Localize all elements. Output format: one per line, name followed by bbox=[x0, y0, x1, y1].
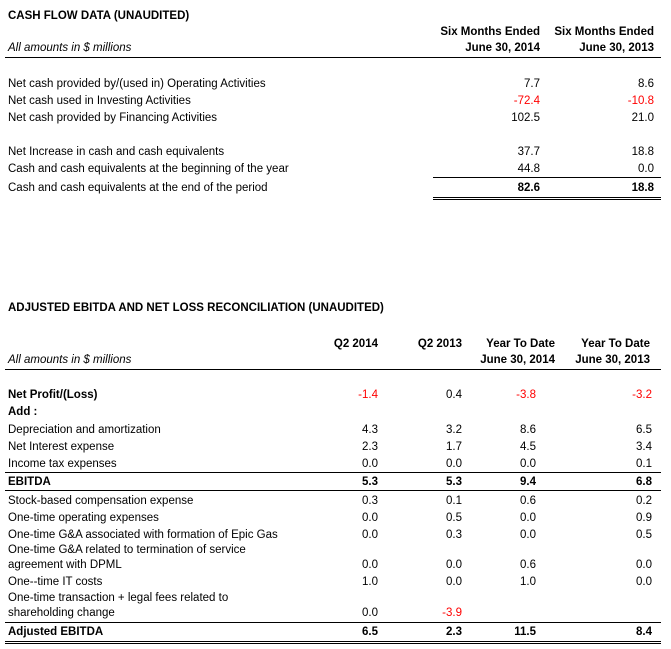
cf-subtotal-rule bbox=[433, 177, 661, 178]
eb-value-q2-2014: 5.3 bbox=[362, 476, 378, 488]
eb-row-label-cont: shareholding change bbox=[8, 607, 115, 619]
cf-row-value-2014: 44.8 bbox=[517, 163, 540, 175]
cf-row-value-2014: 37.7 bbox=[517, 146, 540, 158]
eb-value-ytd-2014: 0.6 bbox=[520, 495, 536, 507]
eb-value-ytd-2014: 0.6 bbox=[520, 559, 536, 571]
eb-value-q2-2014: 0.3 bbox=[362, 495, 378, 507]
cf-row-label: Cash and cash equivalents at the beginning of the year bbox=[8, 163, 289, 175]
eb-value-q2-2013: 0.5 bbox=[446, 512, 462, 524]
ebitda-title: ADJUSTED EBITDA AND NET LOSS RECONCILIATION (UNAUDITED) bbox=[8, 302, 384, 314]
eb-value-ytd-2013: 3.4 bbox=[636, 441, 652, 453]
eb-value-q2-2013: 0.0 bbox=[446, 458, 462, 470]
eb-value-q2-2014: 6.5 bbox=[362, 626, 378, 638]
eb-value-ytd-2013: 6.5 bbox=[636, 424, 652, 436]
eb-row-label: EBITDA bbox=[8, 476, 51, 488]
eb-row-label: Adjusted EBITDA bbox=[8, 626, 104, 638]
cf-row-value-2013: 8.6 bbox=[638, 78, 654, 90]
eb-value-q2-2014: 2.3 bbox=[362, 441, 378, 453]
cf-row-label: Net cash provided by/(used in) Operating Activities bbox=[8, 78, 266, 90]
eb-col4-header-line2: June 30, 2013 bbox=[575, 354, 650, 366]
eb-value-q2-2014: 0.0 bbox=[362, 458, 378, 470]
eb-value-ytd-2013: 0.1 bbox=[636, 458, 652, 470]
eb-value-q2-2014: 0.0 bbox=[362, 607, 378, 619]
eb-value-ytd-2014: 1.0 bbox=[520, 576, 536, 588]
eb-value-q2-2014: 0.0 bbox=[362, 512, 378, 524]
eb-value-ytd-2014: 11.5 bbox=[514, 626, 536, 638]
eb-ebitda-bottom-rule bbox=[5, 490, 661, 491]
cf-row-value-2013: -10.8 bbox=[627, 95, 654, 107]
eb-adjusted-top-rule bbox=[5, 622, 661, 623]
eb-value-q2-2014: 1.0 bbox=[362, 576, 378, 588]
eb-value-q2-2013: 0.0 bbox=[446, 576, 462, 588]
eb-row-label: One--time IT costs bbox=[8, 576, 103, 588]
cf-total-double-rule bbox=[433, 197, 661, 200]
eb-row-label: Income tax expenses bbox=[8, 458, 117, 470]
cf-row-label: Cash and cash equivalents at the end of the period bbox=[8, 182, 268, 194]
eb-col3-header-line1: Year To Date bbox=[486, 338, 555, 350]
eb-row-label: Net Interest expense bbox=[8, 441, 115, 453]
cf-row-value-2013: 18.8 bbox=[631, 182, 654, 194]
eb-value-q2-2013: 5.3 bbox=[446, 476, 462, 488]
cf-col2-header-line2: June 30, 2013 bbox=[579, 42, 654, 54]
eb-value-q2-2013: 0.4 bbox=[446, 389, 462, 401]
eb-col3-header-line2: June 30, 2014 bbox=[480, 354, 555, 366]
cash-flow-title: CASH FLOW DATA (UNAUDITED) bbox=[8, 10, 190, 22]
eb-value-ytd-2014: 0.0 bbox=[520, 458, 536, 470]
eb-total-double-rule bbox=[5, 641, 661, 644]
eb-value-q2-2013: 0.1 bbox=[446, 495, 462, 507]
cf-row-value-2014: 7.7 bbox=[524, 78, 540, 90]
eb-value-ytd-2014: 4.5 bbox=[520, 441, 536, 453]
eb-value-ytd-2014: 0.0 bbox=[520, 529, 536, 541]
eb-row-label: Depreciation and amortization bbox=[8, 424, 161, 436]
cf-row-value-2014: -72.4 bbox=[513, 95, 540, 107]
eb-col2-header: Q2 2013 bbox=[417, 338, 462, 350]
eb-value-ytd-2013: 0.5 bbox=[636, 529, 652, 541]
cf-row-label: Net cash provided by Financing Activities bbox=[8, 112, 218, 124]
eb-value-ytd-2013: 0.0 bbox=[636, 559, 652, 571]
cf-col1-header-line1: Six Months Ended bbox=[440, 26, 540, 38]
eb-col1-header: Q2 2014 bbox=[333, 338, 378, 350]
eb-ebitda-top-rule bbox=[5, 472, 661, 473]
eb-row-label: Stock-based compensation expense bbox=[8, 495, 194, 507]
eb-row-label: One-time G&A associated with formation of Epic Gas bbox=[8, 529, 278, 541]
eb-value-ytd-2013: 0.0 bbox=[636, 576, 652, 588]
eb-col4-header-line1: Year To Date bbox=[581, 338, 650, 350]
cf-col1-header-line2: June 30, 2014 bbox=[465, 42, 540, 54]
cf-row-value-2013: 21.0 bbox=[631, 112, 654, 124]
eb-value-ytd-2013: 6.8 bbox=[636, 476, 652, 488]
eb-value-q2-2013: 0.0 bbox=[446, 559, 462, 571]
cf-row-label: Net cash used in Investing Activities bbox=[8, 95, 191, 107]
eb-value-ytd-2013: 0.9 bbox=[636, 512, 652, 524]
cf-col2-header-line1: Six Months Ended bbox=[554, 26, 654, 38]
eb-value-ytd-2014: -3.8 bbox=[516, 389, 536, 401]
eb-value-ytd-2013: 0.2 bbox=[636, 495, 652, 507]
eb-row-label: One-time G&A related to termination of service bbox=[8, 544, 246, 556]
eb-row-label: One-time transaction + legal fees related to bbox=[8, 592, 229, 604]
eb-value-q2-2013: 0.3 bbox=[446, 529, 462, 541]
cf-row-value-2014: 102.5 bbox=[511, 112, 540, 124]
eb-value-ytd-2014: 0.0 bbox=[520, 512, 536, 524]
eb-value-ytd-2014: 9.4 bbox=[520, 476, 536, 488]
eb-header-rule bbox=[5, 369, 661, 370]
cf-row-value-2013: 0.0 bbox=[638, 163, 654, 175]
eb-value-ytd-2014: 8.6 bbox=[520, 424, 536, 436]
eb-value-ytd-2013: -3.2 bbox=[632, 389, 652, 401]
eb-value-q2-2013: 3.2 bbox=[446, 424, 462, 436]
eb-units-note: All amounts in $ millions bbox=[8, 354, 132, 366]
cf-row-label: Net Increase in cash and cash equivalents bbox=[8, 146, 225, 158]
cf-header-rule bbox=[5, 57, 661, 58]
eb-value-q2-2014: 0.0 bbox=[362, 529, 378, 541]
eb-row-label: Add : bbox=[8, 406, 38, 418]
eb-row-label: One-time operating expenses bbox=[8, 512, 159, 524]
eb-row-label-cont: agreement with DPML bbox=[8, 559, 122, 571]
cf-units-note: All amounts in $ millions bbox=[8, 42, 132, 54]
cf-row-value-2014: 82.6 bbox=[517, 182, 540, 194]
eb-value-q2-2013: 2.3 bbox=[446, 626, 462, 638]
eb-row-label: Net Profit/(Loss) bbox=[8, 389, 98, 401]
eb-value-q2-2014: -1.4 bbox=[358, 389, 378, 401]
eb-value-q2-2013: -3.9 bbox=[442, 607, 462, 619]
eb-value-q2-2013: 1.7 bbox=[446, 441, 462, 453]
eb-value-q2-2014: 4.3 bbox=[362, 424, 378, 436]
eb-value-q2-2014: 0.0 bbox=[362, 559, 378, 571]
cf-row-value-2013: 18.8 bbox=[631, 146, 654, 158]
eb-value-ytd-2013: 8.4 bbox=[636, 626, 652, 638]
